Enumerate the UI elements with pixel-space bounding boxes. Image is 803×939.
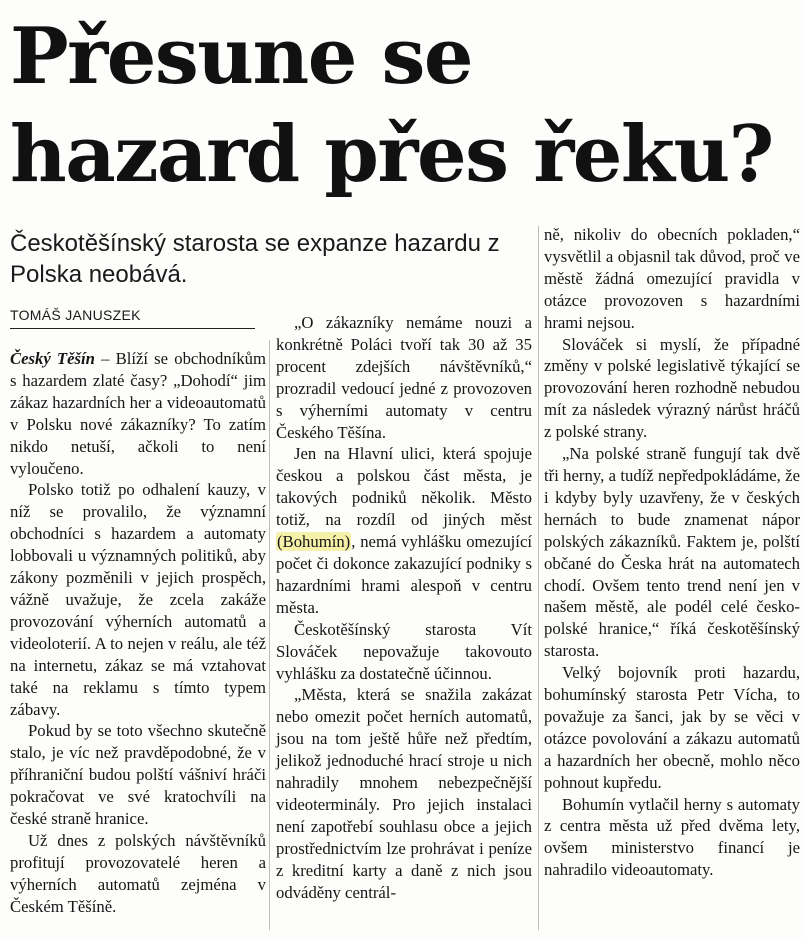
- highlighted-text: (Bohumín): [277, 532, 351, 552]
- column-1: [10, 348, 266, 918]
- subtitle: Českotěšínský starosta se expanze hazardu z Polska neobává.: [10, 230, 500, 288]
- paragraph: Velký bojovník proti hazardu, bohumínský starosta Petr Vícha, to považuje za šanci, jak by se věci v otázce povolování a zákazu automatů a hazardních her obecně, mohlo něco pohnout kupředu.: [544, 663, 800, 792]
- column-divider-2: [538, 226, 539, 930]
- column-2: [276, 312, 532, 903]
- dateline: Český Těšín: [10, 349, 95, 368]
- paragraph: „Na polské straně fungují tak dvě tři herny, a tudíž nepředpokládáme, že i kdyby byly uzavřeny, že v českých hernách to bude znamenat nápor polských zákazníků. Faktem je, polští občané do Česka hrát na automatech chodí. Ovšem tento trend není jen v našem městě, ale podél celé česko-polské hranice,“ říká českotěšínský starosta.: [544, 444, 800, 661]
- column-divider-1: [269, 340, 270, 930]
- paragraph: Slováček si myslí, že případné změny v polské legislativě týkající se provozování heren rozhodně nebudou mít za následek výrazný nárůst hráčů z polské strany.: [544, 334, 800, 442]
- headline-line-1: Přesune se: [10, 11, 473, 102]
- author-byline: TOMÁŠ JANUSZEK: [10, 306, 255, 329]
- paragraph: „Města, která se snažila zakázat nebo omezit počet herních automatů, jsou na tom ještě hůře než předtím, jelikož jednoduché hrací stroje u nich nahradily mnohem nebezpečnější videoterminály. Pro jejich instalaci není zapotřebí souhlasu obce a jejich prostřednictvím lze prohrávat i peníze z kreditní karty a daně z nich jsou odváděny centrál-: [276, 685, 532, 902]
- paragraph: „O zákazníky nemáme nouzi a konkrétně Poláci tvoří tak 30 až 35 procent zdejších návštěvníků,“ prozradil vedoucí jedné z provozoven s výherními automaty v centru Českého Těšína.: [276, 313, 532, 442]
- paragraph-text: – Blíží se obchodníkům s hazardem zlaté časy? „Dohodí“ jim zákaz hazardních her a videoautomatů v Polsku nové zákazníky? To zatím nikdo netuší, ačkoli to není vyloučeno.: [10, 349, 267, 478]
- paragraph-text: , nemá vyhlášku omezující počet či dokonce zakazující podniky s hazardními hrami alespoň v centru města.: [276, 532, 532, 617]
- paragraph: Bohumín vytlačil herny s automaty z centra města už před dvěma lety, ovšem ministerstvo financí je nahradilo videoautomaty.: [544, 794, 800, 880]
- paragraph: [10, 348, 266, 479]
- paragraph-text: Jen na Hlavní ulici, která spojuje českou a polskou část města, je takových podniků několik. Město totiž, na rozdíl od jiných měst: [276, 444, 532, 530]
- paragraph: [276, 443, 532, 618]
- headline: [10, 8, 800, 204]
- paragraph: ně, nikoliv do obecních pokladen,“ vysvětlil a objasnil tak důvod, proč ve městě žádná omezující pravidla v otázce provozoven s hazardními hrami nejsou.: [544, 225, 800, 332]
- paragraph: Už dnes z polských návštěvníků profitují provozovatelé heren a výherních automatů zejména v Českém Těšíně.: [10, 830, 266, 916]
- paragraph: Pokud by se toto všechno skutečně stalo, je víc než pravděpodobné, že v příhraniční budou polští vášniví hráči pokračovat ve své kratochvíli na české straně hranice.: [10, 721, 266, 829]
- paragraph: Českotěšínský starosta Vít Slováček nepovažuje takovouto vyhlášku za dostatečně účinnou.: [276, 619, 532, 683]
- column-3: [544, 224, 800, 881]
- headline-line-2: hazard přes řeku?: [10, 109, 773, 200]
- paragraph: Polsko totiž po odhalení kauzy, v níž se provalilo, že významní obchodníci s hazardem a automaty lobbovali u významných politiků, aby zákony pozměnili v jejich prospěch, vážně uvažuje, že zcela zakáže provozování výherních automatů a videoloterií. A to nejen v reálu, ale též na internetu, zákaz se má vztahovat také na reklamu s tímto typem zábavy.: [10, 480, 266, 719]
